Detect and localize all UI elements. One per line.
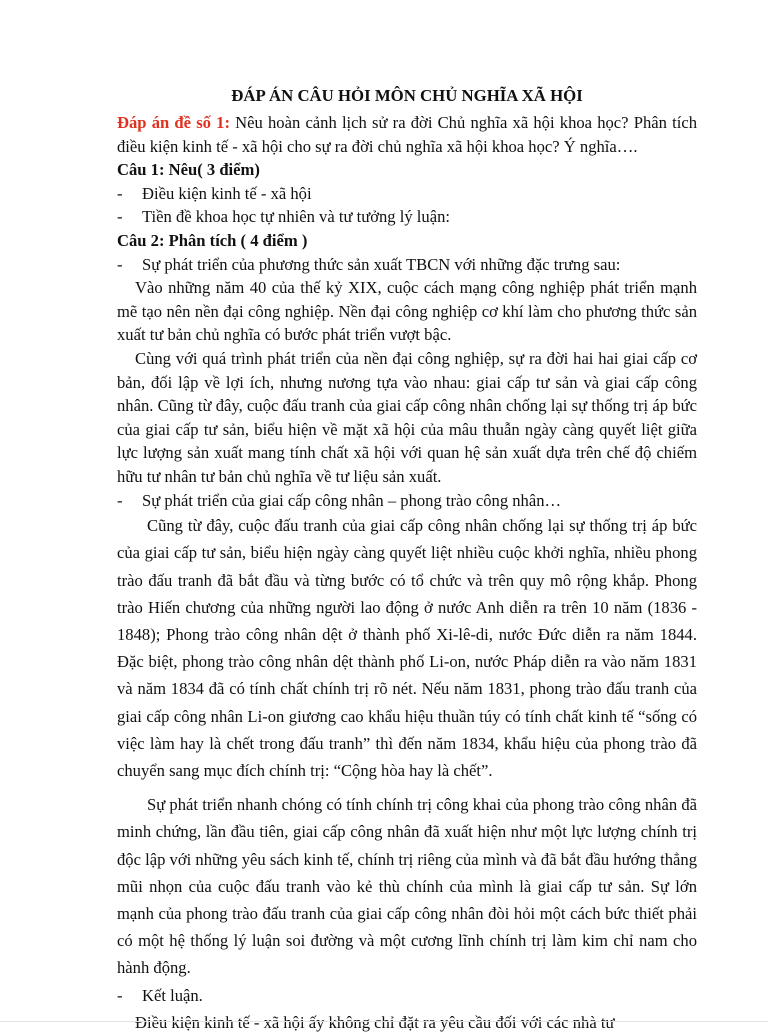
intro-label: Đáp án đề số 1: (117, 113, 230, 132)
document-body (117, 111, 697, 1036)
q2-item-text: Sự phát triển của phương thức sản xuất TBCN với những đặc trưng sau: (142, 254, 621, 274)
q2-item (117, 253, 697, 277)
dash-bullet: - (117, 490, 123, 510)
dash-bullet: - (117, 183, 123, 203)
q2-heading: Câu 2: Phân tích ( 4 điểm ) (117, 230, 308, 250)
paragraph-3: Cũng từ đây, cuộc đấu tranh của giai cấp công nhân chống lại sự thống trị áp bức của giai cấp tư sản, biểu hiện ngày càng quyết liệt nhiều cuộc khởi nghĩa, nhiều phong trào đấu tranh đã bắt đầu và từng bước có tổ chức và trên quy mô rộng khắp. Phong trào Hiến chương của những người lao động ở nước Anh diễn ra trên 10 năm (1836 - 1848); Phong trào công nhân dệt ở thành phố Xi-lê-di, nước Đức diễn ra năm 1844. Đặc biệt, phong trào công nhân dệt thành phố Li-on, nước Pháp diễn ra vào năm 1831 và năm 1834 đã có tính chất chính trị rõ nét. Nếu năm 1831, phong trào đấu tranh của giai cấp công nhân Li-on giương cao khẩu hiệu thuần túy có tính chất kinh tế “sống có việc làm hay là chết trong đấu tranh” thì đến năm 1834, khẩu hiệu của phong trào đã chuyển sang mục đích chính trị: “Cộng hòa hay là chết”. (117, 516, 697, 780)
q1-item (117, 182, 697, 206)
paragraph-4: Sự phát triển nhanh chóng có tính chính trị công khai của phong trào công nhân đã minh chứng, lần đầu tiên, giai cấp công nhân đã xuất hiện như một lực lượng chính trị độc lập với những yêu sách kinh tế, chính trị riêng của mình và đã bắt đầu hướng thẳng mũi nhọn của cuộc đấu tranh vào kẻ thù chính của mình là giai cấp tư sản. Sự lớn mạnh của phong trào đấu tranh của giai cấp công nhân đòi hỏi một cách bức thiết phải có một hệ thống lý luận soi đường và một cương lĩnh chính trị làm kim chỉ nam cho hành động. (117, 795, 697, 978)
dash-bullet: - (117, 254, 123, 274)
intro-text: Nêu hoàn cảnh lịch sử ra đời Chủ nghĩa xã hội khoa học? Phân tích điều kiện kinh tế - xã hội cho sự ra đời chủ nghĩa xã hội khoa học? Ý nghĩa…. (117, 113, 697, 156)
q1-item-text: Tiền đề khoa học tự nhiên và tư tưởng lý luận: (142, 207, 450, 227)
paragraph-5: Điều kiện kinh tế - xã hội ấy không chỉ đặt ra yêu cầu đối với các nhà tư (135, 1012, 615, 1032)
q2-item-text: Kết luận. (142, 985, 203, 1005)
dash-bullet: - (117, 207, 123, 227)
q2-item-text: Sự phát triển của giai cấp công nhân – phong trào công nhân… (142, 490, 562, 510)
q1-item-text: Điều kiện kinh tế - xã hội (142, 183, 312, 203)
document-title: ĐÁP ÁN CÂU HỎI MÔN CHỦ NGHĨA XÃ HỘI (231, 86, 583, 105)
q2-item (117, 982, 697, 1009)
q2-item (117, 489, 697, 513)
dash-bullet: - (117, 985, 123, 1005)
paragraph-2: Cùng với quá trình phát triển của nền đại công nghiệp, sự ra đời hai hai giai cấp cơ bản, đối lập về lợi ích, nhưng nương tựa vào nhau: giai cấp tư sản và giai cấp công nhân. Cũng từ đây, cuộc đấu tranh của giai cấp công nhân chống lại sự thống trị áp bức của giai cấp tư sản, biểu hiện về mặt xã hội của mâu thuẫn ngày càng quyết liệt giữa lực lượng sản xuất mang tính chất xã hội với quan hệ sản xuất dựa trên chế độ chiếm hữu tư nhân tư bản chủ nghĩa về tư liệu sản xuất. (117, 348, 697, 486)
paragraph-1: Vào những năm 40 của thế kỷ XIX, cuộc cách mạng công nghiệp phát triển mạnh mẽ tạo nên nền đại công nghiệp. Nền đại công nghiệp cơ khí làm cho phương thức sản xuất tư bản chủ nghĩa có bước phát triển vượt bậc. (117, 278, 697, 345)
q1-item (117, 205, 697, 229)
q1-heading: Câu 1: Nêu( 3 điểm) (117, 160, 260, 180)
page-bottom-rule (0, 1021, 768, 1022)
intro-paragraph (117, 111, 697, 158)
